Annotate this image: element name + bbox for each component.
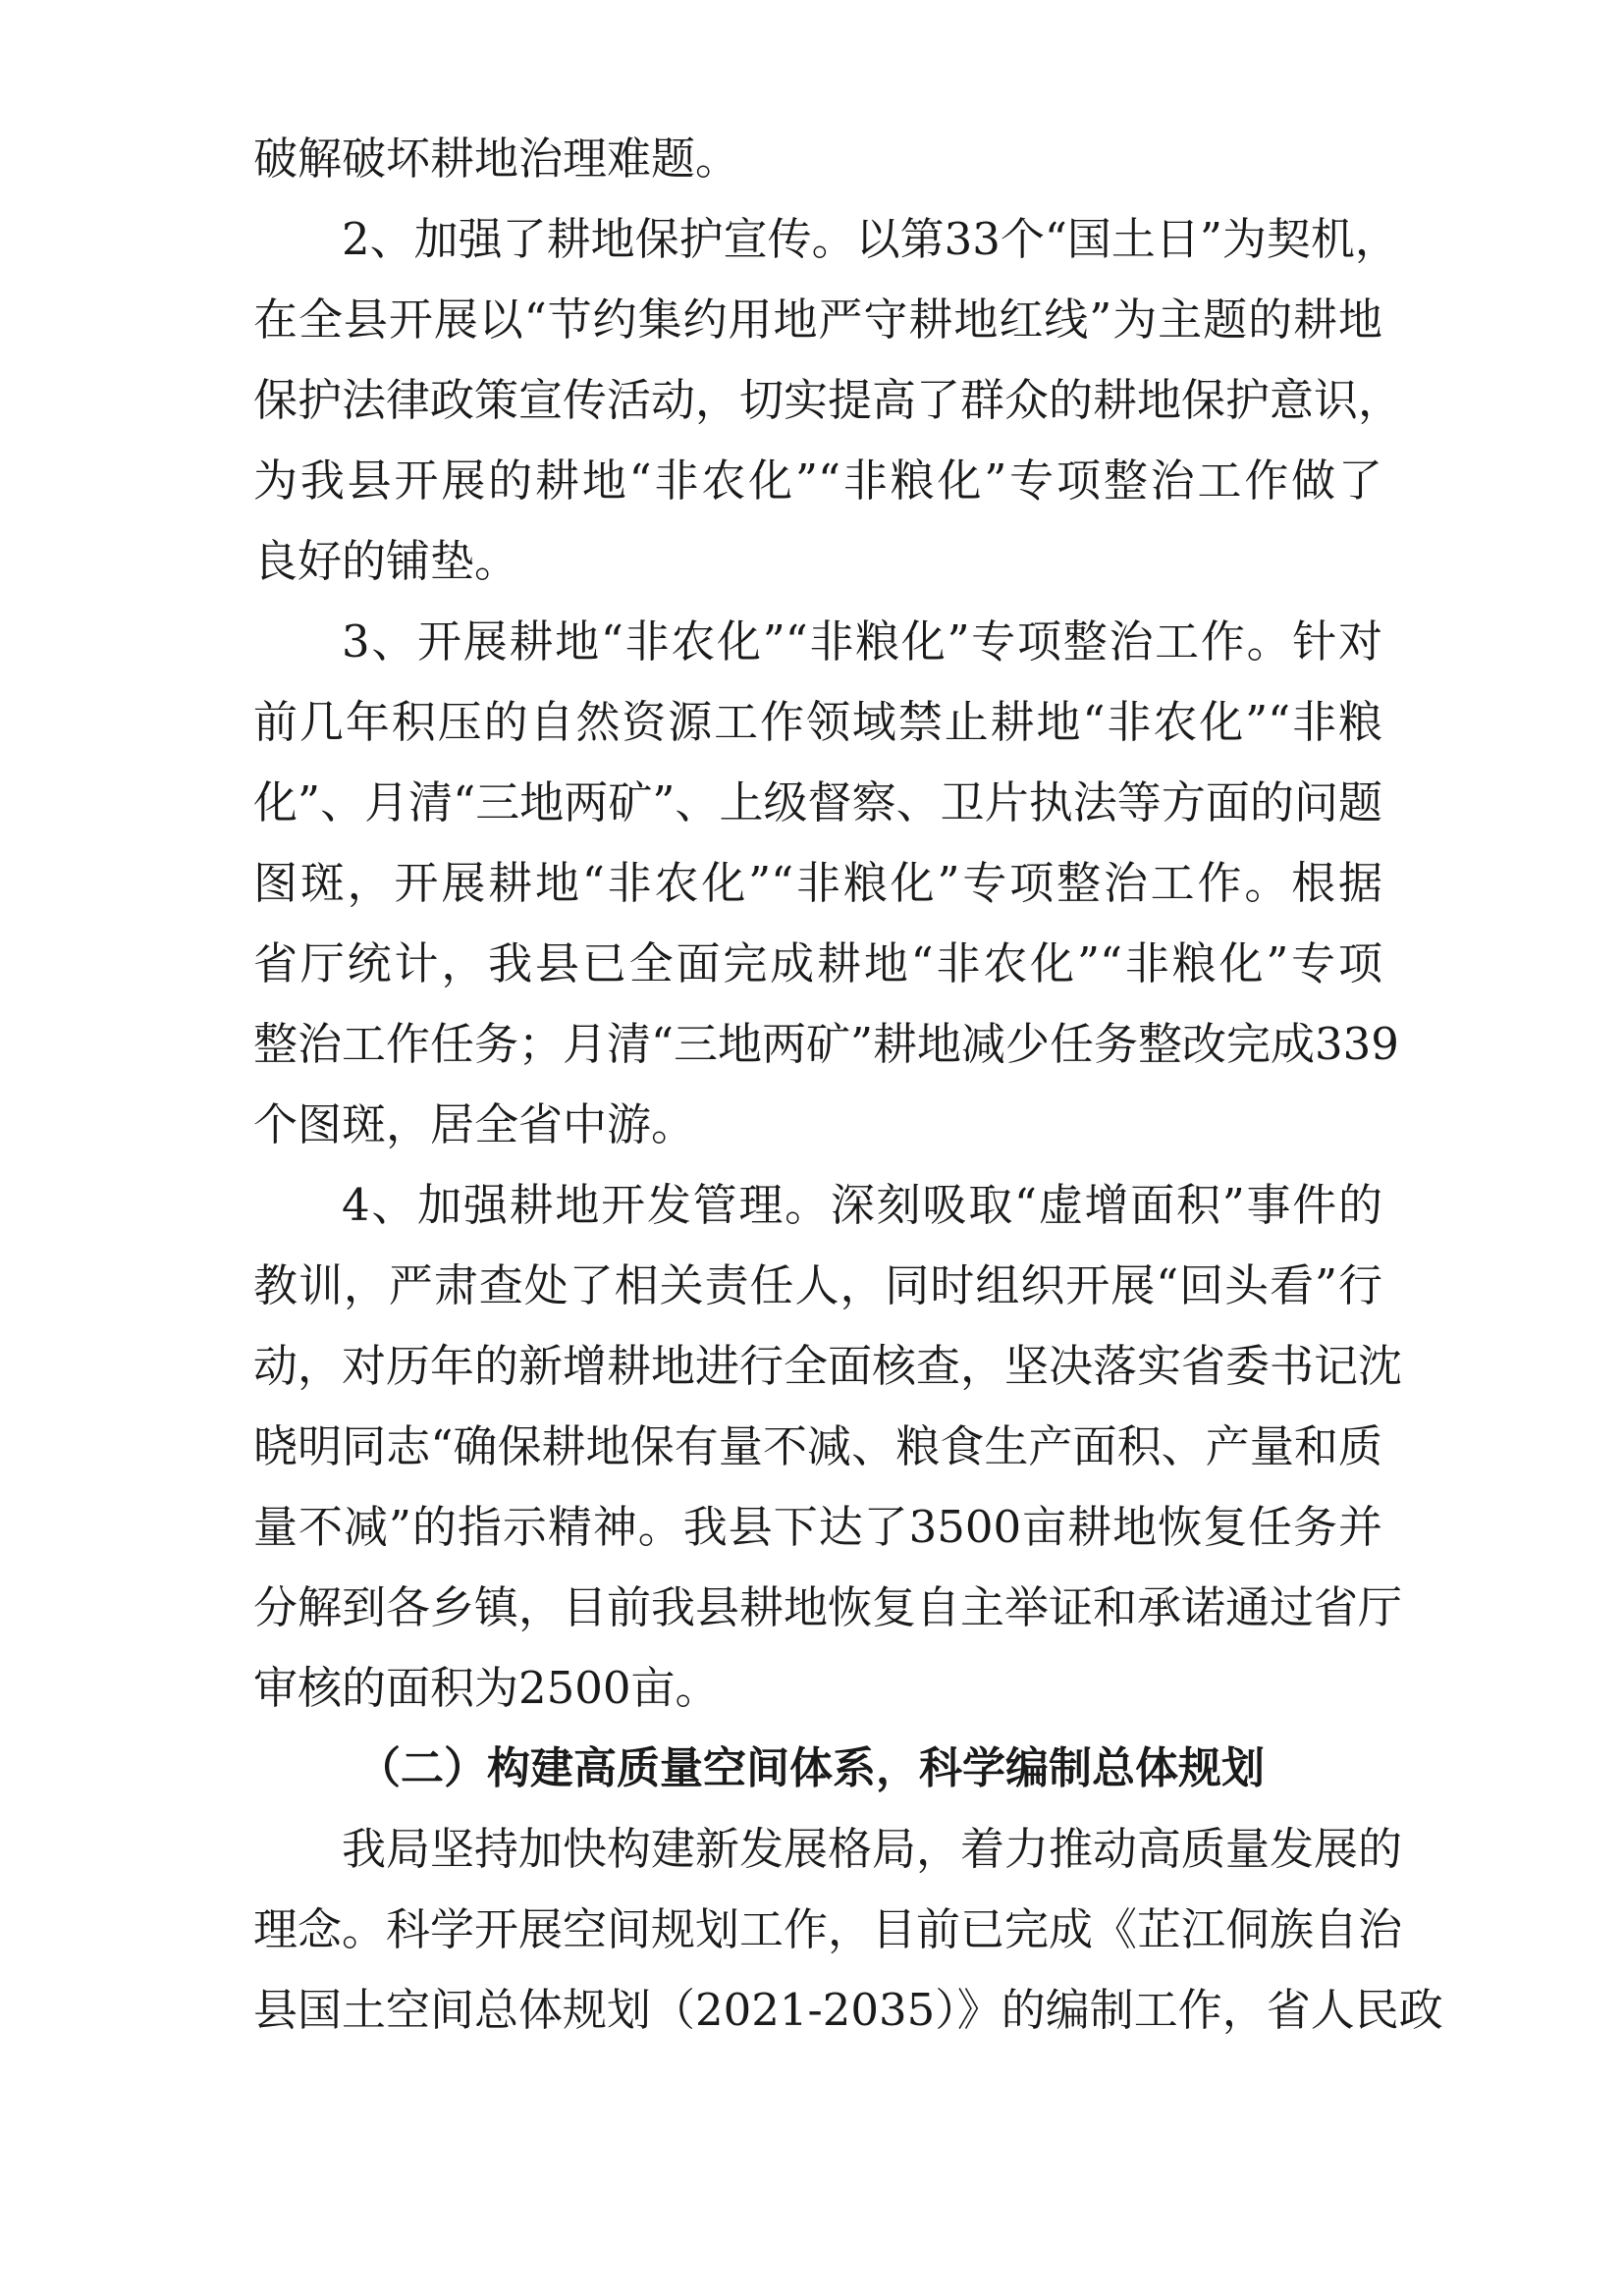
section-heading: （二）构建高质量空间体系，科学编制总体规划 [357, 1743, 1265, 1793]
paragraph-line: 为我县开展的耕地“非农化”“非粮化”专项整治工作做了 [253, 454, 1382, 507]
paragraph-line: 理念。科学开展空间规划工作，目前已完成《芷江侗族自治 [253, 1903, 1403, 1955]
paragraph-line: 图斑，开展耕地“非农化”“非粮化”专项整治工作。根据 [253, 857, 1382, 909]
paragraph-line: 量不减”的指示精神。我县下达了3500亩耕地恢复任务并 [253, 1501, 1382, 1553]
paragraph-line: 晓明同志“确保耕地保有量不减、粮食生产面积、产量和质 [253, 1420, 1382, 1472]
paragraph-line: 破解破坏耕地治理难题。 [253, 133, 740, 185]
paragraph-line: 个图斑，居全省中游。 [253, 1098, 696, 1150]
paragraph-line: 前几年积压的自然资源工作领域禁止耕地“非农化”“非粮 [253, 696, 1382, 748]
paragraph-line: 化”、月清“三地两矿”、上级督察、卫片执法等方面的问题 [253, 776, 1382, 828]
paragraph-line: 保护法律政策宣传活动，切实提高了群众的耕地保护意识， [253, 374, 1403, 426]
paragraph-line: 2、加强了耕地保护宣传。以第33个“国土日”为契机， [342, 213, 1399, 265]
paragraph-line: 整治工作任务；月清“三地两矿”耕地减少任务整改完成339 [253, 1018, 1399, 1070]
paragraph-line: 4、加强耕地开发管理。深刻吸取“虚增面积”事件的 [342, 1179, 1382, 1231]
paragraph-line: 动，对历年的新增耕地进行全面核查，坚决落实省委书记沈 [253, 1340, 1403, 1392]
paragraph-line: 分解到各乡镇，目前我县耕地恢复自主举证和承诺通过省厅 [253, 1581, 1403, 1633]
paragraph-line: 省厅统计，我县已全面完成耕地“非农化”“非粮化”专项 [253, 937, 1382, 989]
paragraph-line: 在全县开展以“节约集约用地严守耕地红线”为主题的耕地 [253, 294, 1382, 346]
paragraph-line: 教训，严肃查处了相关责任人，同时组织开展“回头看”行 [253, 1259, 1382, 1311]
paragraph-line: 良好的铺垫。 [253, 535, 519, 587]
paragraph-line: 审核的面积为2500亩。 [253, 1662, 720, 1714]
paragraph-line: 我局坚持加快构建新发展格局，着力推动高质量发展的 [342, 1823, 1403, 1875]
paragraph-line: 3、开展耕地“非农化”“非粮化”专项整治工作。针对 [342, 615, 1382, 667]
paragraph-line: 县国土空间总体规划（2021-2035）》的编制工作，省人民政 [253, 1984, 1443, 2036]
